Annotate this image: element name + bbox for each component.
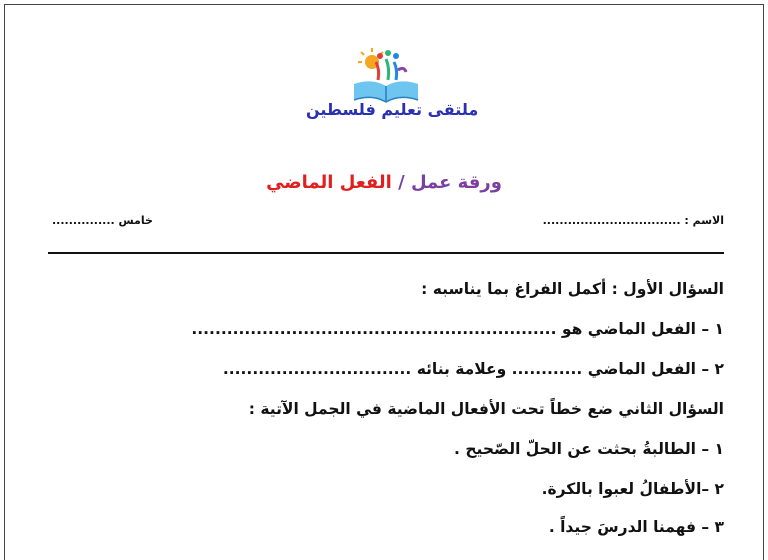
question1-heading: السؤال الأول : أكمل الفراغ بما يناسبه : [421,280,724,298]
name-field: الاسم : ................................. [542,214,724,227]
question2-item-1: ١ – الطالبةُ بحثت عن الحلّ الصّحيح . [454,440,724,458]
grade-field: خامس ............... [52,214,153,227]
question1-item-1: ١ – الفعل الماضي هو .............................................................. [191,320,724,338]
title-separator: / [398,172,405,193]
divider [48,252,724,254]
question2-item-3: ٣ – فهمنا الدرسَ جيداً . [548,518,724,536]
logo-text: ملتقى تعليم فلسطين [306,100,479,119]
figures-icon [376,50,406,80]
book-icon [354,81,418,102]
question1-item-2: ٢ – الفعل الماضي ............ وعلامة بنائه ................................ [222,360,724,378]
title-worksheet: ورقة عمل [410,172,502,193]
logo [306,40,479,124]
title-topic: الفعل الماضي [266,172,392,193]
question2-heading: السؤال الثاني ضع خطاً تحت الأفعال الماضية في الجمل الآتية : [248,400,724,418]
logo-emblem [306,40,466,104]
question2-item-2: ٢ –الأطفالُ لعبوا بالكرة. [541,480,724,498]
page-title [0,172,768,193]
